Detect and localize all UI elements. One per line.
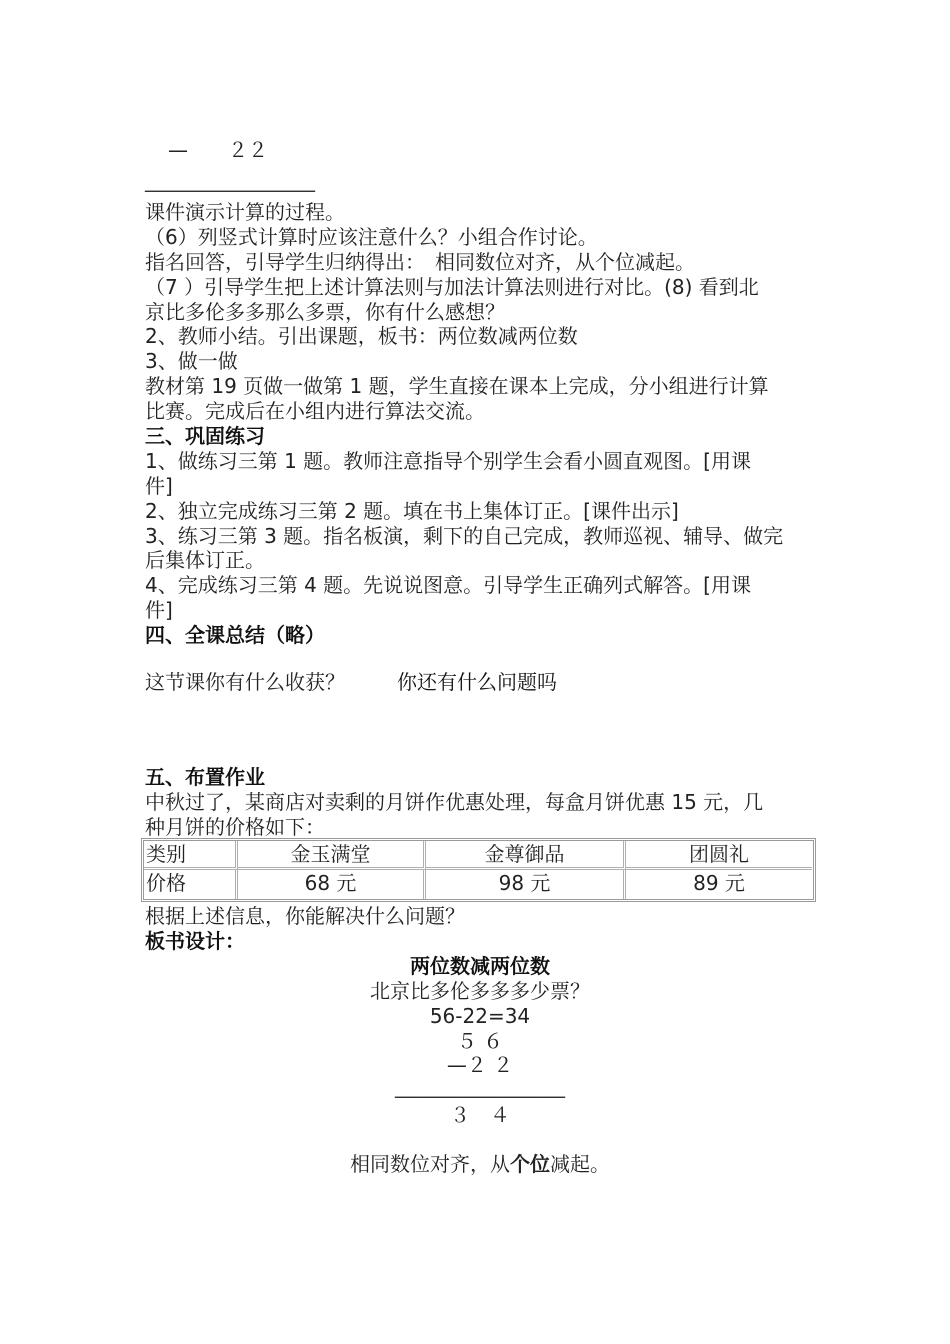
text-line: 比赛。完成后在小组内进行算法交流。 xyxy=(145,399,485,423)
board-rule: _________________ xyxy=(395,1074,565,1098)
board-title: 两位数减两位数 xyxy=(410,954,550,978)
board-vertical-minus: —２ ２ xyxy=(446,1053,514,1077)
board-vertical-top: ５ ６ xyxy=(456,1029,504,1053)
vertical-subtraction-rule: _________________ xyxy=(145,168,315,192)
text-line: 件] xyxy=(145,474,173,498)
section-heading: 三、巩固练习 xyxy=(145,424,265,448)
text-line: 种月饼的价格如下： xyxy=(145,815,325,839)
text-line: 中秋过了，某商店对卖剩的月饼作优惠处理，每盒月饼优惠 15 元，几 xyxy=(145,790,764,814)
board-rule-post: 减起。 xyxy=(550,1152,610,1176)
table-header-cell: 金尊御品 xyxy=(426,841,626,870)
board-result: ３ ４ xyxy=(450,1103,510,1127)
price-table xyxy=(141,838,816,902)
text-line: 2、教师小结。引出课题，板书：两位数减两位数 xyxy=(145,324,578,348)
text-line: 京比多伦多多那么多票，你有什么感想？ xyxy=(145,300,505,324)
text-line: 件] xyxy=(145,598,173,622)
table-header-cell: 团圆礼 xyxy=(626,841,812,870)
text-line: 根据上述信息，你能解决什么问题？ xyxy=(145,904,465,928)
table-cell: 89 元 xyxy=(693,871,745,895)
board-question: 北京比多伦多多多少票？ xyxy=(370,979,590,1003)
summary-questions xyxy=(145,670,825,695)
table-cell: 98 元 xyxy=(426,870,626,899)
table-cell: 价格 xyxy=(144,870,238,899)
question-problems: 你还有什么问题吗 xyxy=(397,670,557,694)
table-header-cell: 类别 xyxy=(144,841,238,870)
section-heading: 四、全课总结（略） xyxy=(145,623,325,647)
text-line: 4、完成练习三第 4 题。先说说图意。引导学生正确列式解答。[用课 xyxy=(145,573,751,597)
board-rule-text xyxy=(145,1152,815,1177)
text-line: 1、做练习三第 1 题。教师注意指导个别学生会看小圆直观图。[用课 xyxy=(145,449,751,473)
text-line: 2、独立完成练习三第 2 题。填在书上集体订正。[课件出示] xyxy=(145,499,679,523)
question-gains: 这节课你有什么收获？ xyxy=(145,670,345,694)
text-line: 教材第 19 页做一做第 1 题，学生直接在课本上完成，分小组进行计算 xyxy=(145,374,769,398)
board-equation: 56-22=34 xyxy=(429,1004,531,1028)
table-cell: 68 元 xyxy=(238,870,426,899)
text-line: （6）列竖式计算时应该注意什么？小组合作讨论。 xyxy=(145,225,598,249)
section-heading: 五、布置作业 xyxy=(145,765,265,789)
text-line: （7 ）引导学生把上述计算法则与加法计算法则进行对比。(8) 看到北 xyxy=(145,275,759,299)
text-line: 后集体订正。 xyxy=(145,548,265,572)
board-rule-pre: 相同数位对齐，从 xyxy=(350,1152,510,1176)
text-line: 3、练习三第 3 题。指名板演，剩下的自己完成，教师巡视、辅导、做完 xyxy=(145,524,784,548)
text-line: 指名回答，引导学生归纳得出： 相同数位对齐，从个位减起。 xyxy=(145,250,695,274)
text-line: 3、做一做 xyxy=(145,349,238,373)
vertical-subtraction-minus-line: — ２２ xyxy=(168,138,268,162)
section-heading: 板书设计： xyxy=(145,929,245,953)
board-rule-bold: 个位 xyxy=(510,1152,550,1176)
text-line: 课件演示计算的过程。 xyxy=(145,200,345,224)
table-header-cell: 金玉满堂 xyxy=(238,841,426,870)
